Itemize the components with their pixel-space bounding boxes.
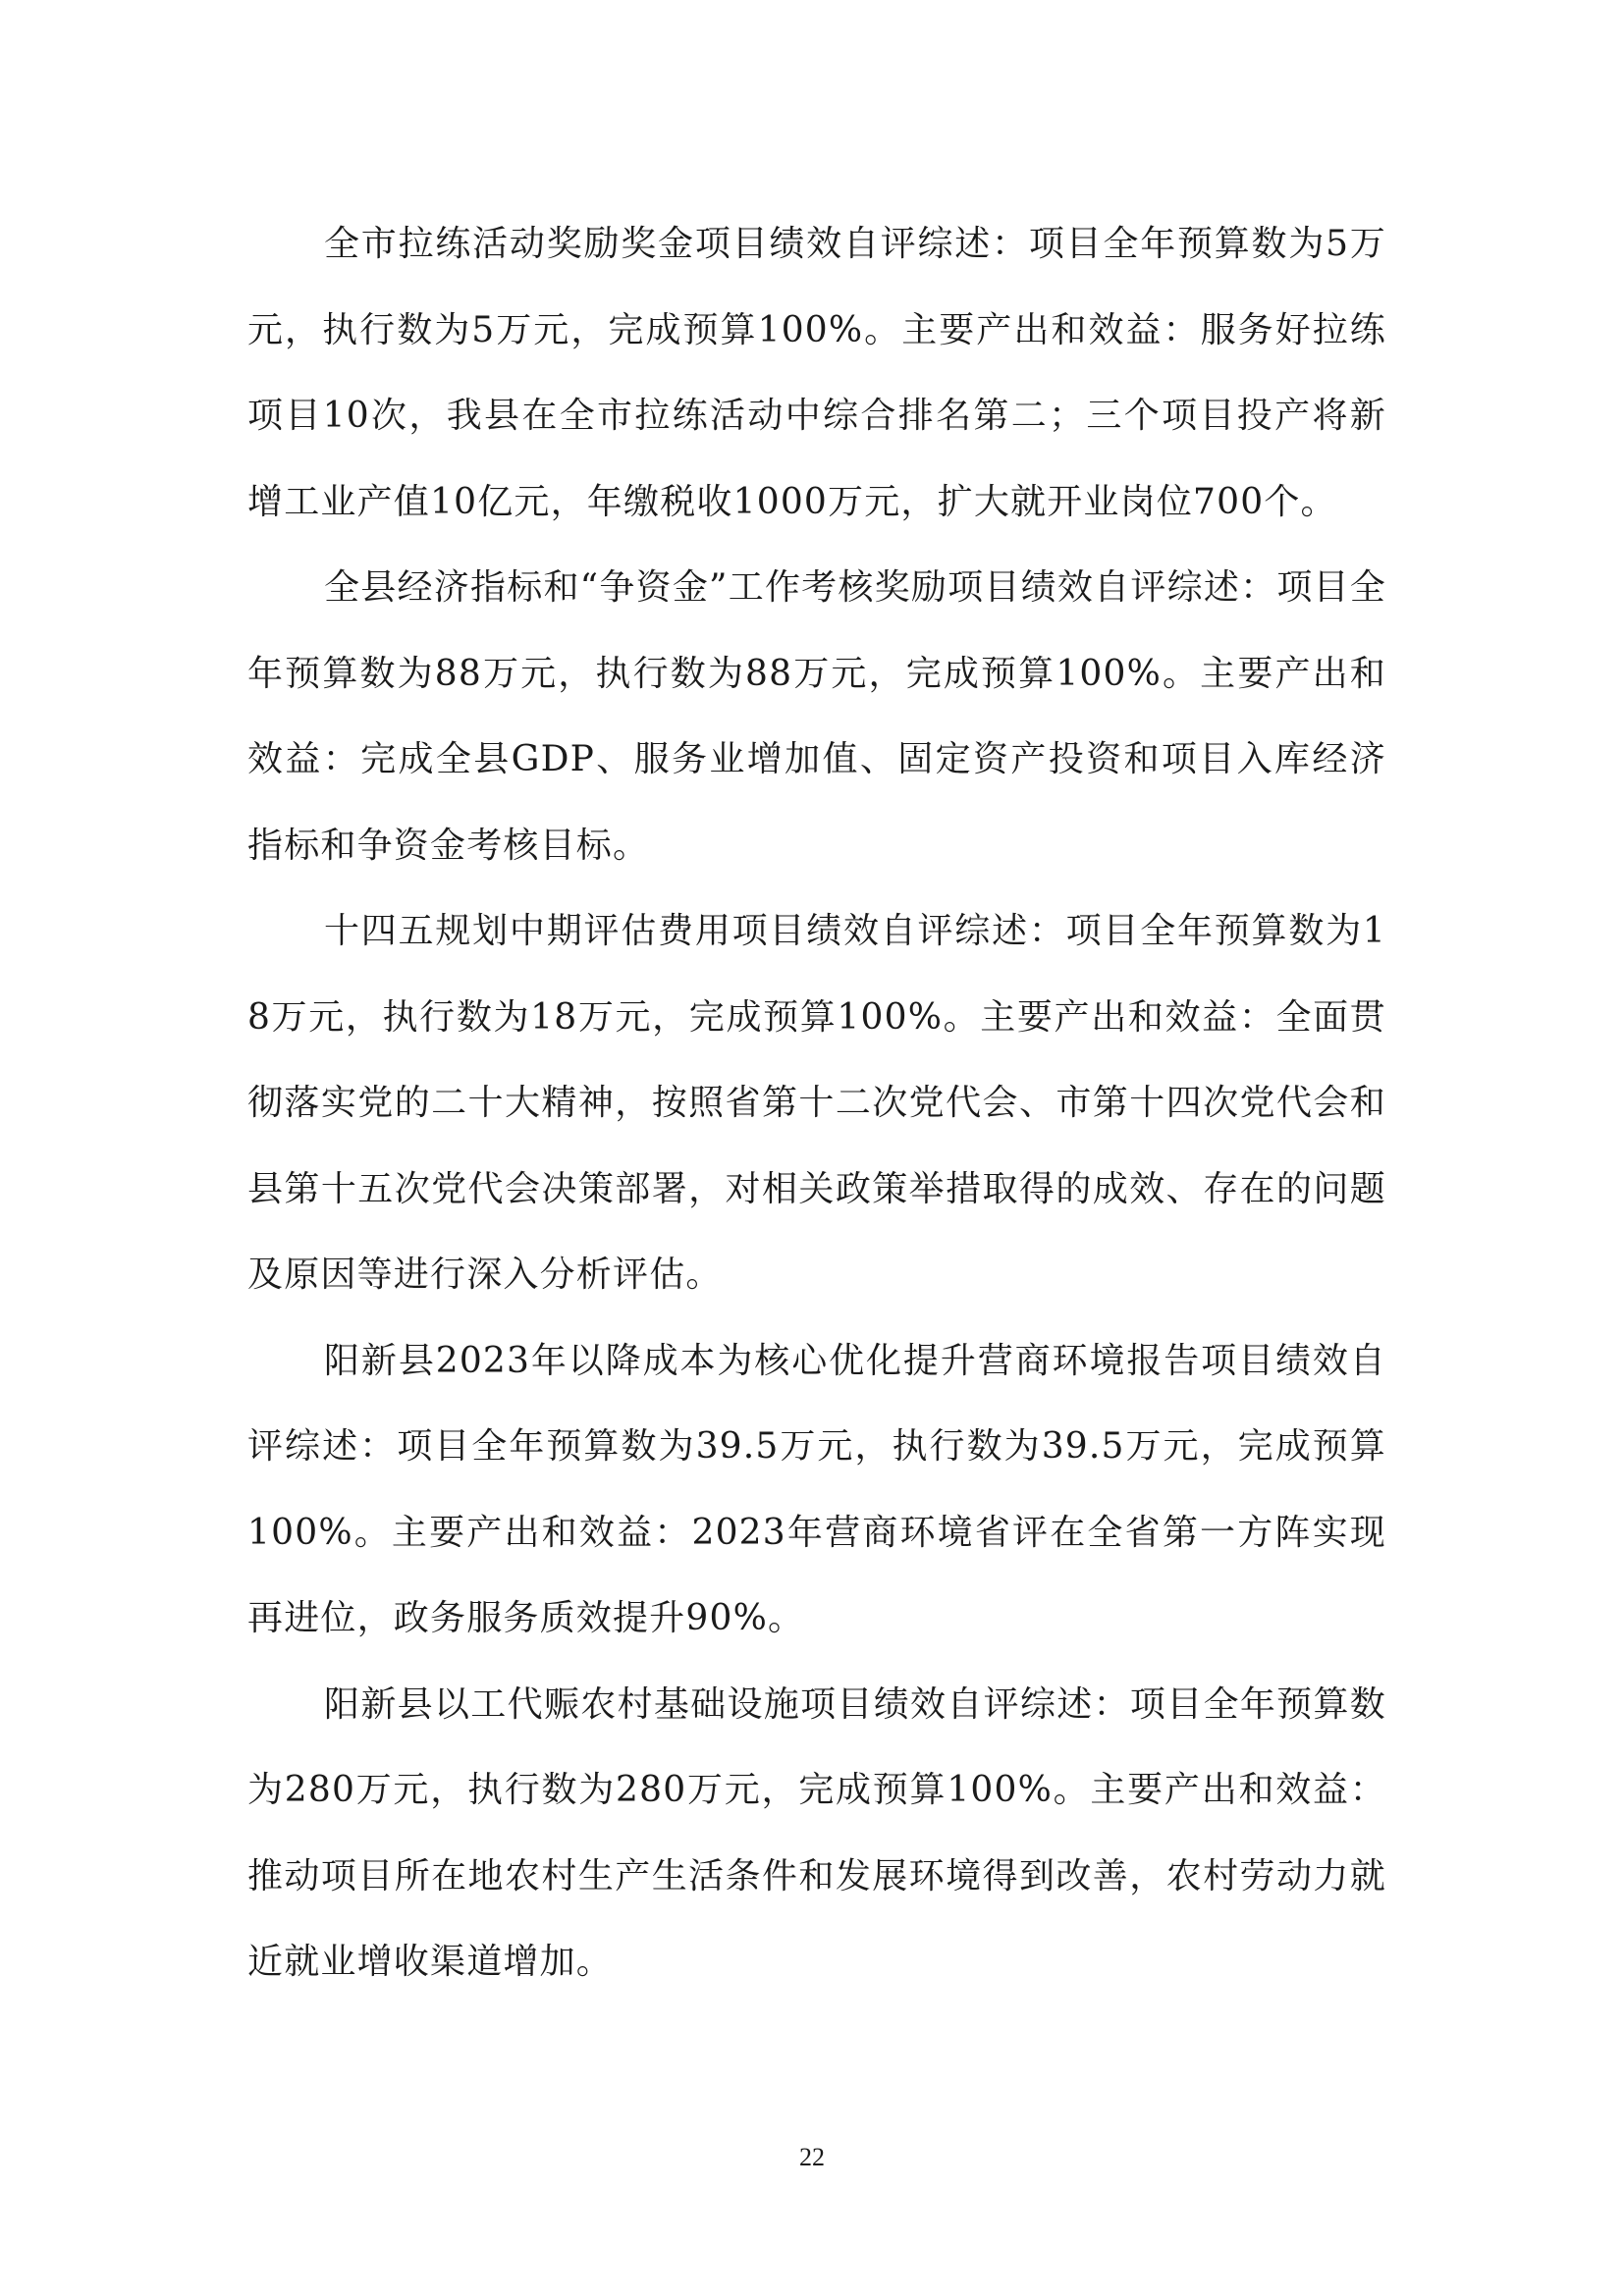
paragraph-business-environment-report: 阳新县2023年以降成本为核心优化提升营商环境报告项目绩效自评综述：项目全年预算数为39.5万元，执行数为39.5万元，完成预算100%。主要产出和效益：2023年营商环境省评在全省第一方阵实现再进位，政务服务质效提升90%。 (247, 1340, 1386, 1638)
page-number: 22 (799, 2143, 825, 2171)
paragraph-14th-plan-evaluation: 十四五规划中期评估费用项目绩效自评综述：项目全年预算数为18万元，执行数为18万元，完成预算100%。主要产出和效益：全面贯彻落实党的二十大精神，按照省第十二次党代会、市第十四次党代会和县第十五次党代会决策部署，对相关政策举措取得的成效、存在的问题及原因等进行深入分析评估。 (247, 911, 1386, 1295)
paragraph-economic-indicator-award: 全县经济指标和“争资金”工作考核奖励项目绩效自评综述：项目全年预算数为88万元，执行数为88万元，完成预算100%。主要产出和效益：完成全县GDP、服务业增加值、固定资产投资和项目入库经济指标和争资金考核目标。 (247, 567, 1386, 866)
body-text (247, 201, 1386, 2005)
paragraph-work-relief-infrastructure: 阳新县以工代赈农村基础设施项目绩效自评综述：项目全年预算数为280万元，执行数为280万元，完成预算100%。主要产出和效益：推动项目所在地农村生产生活条件和发展环境得到改善，农村劳动力就近就业增收渠道增加。 (247, 1683, 1386, 1982)
paragraph-lalian-award: 全市拉练活动奖励奖金项目绩效自评综述：项目全年预算数为5万元，执行数为5万元，完成预算100%。主要产出和效益：服务好拉练项目10次，我县在全市拉练活动中综合排名第二；三个项目投产将新增工业产值10亿元，年缴税收1000万元，扩大就开业岗位700个。 (247, 224, 1386, 522)
